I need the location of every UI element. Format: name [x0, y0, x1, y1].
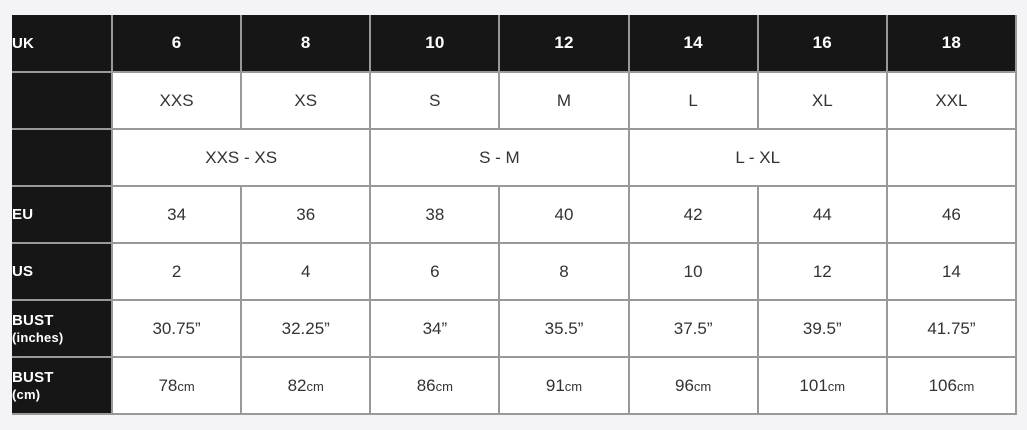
bust-cm-cell	[499, 357, 628, 414]
bust-inches-cell: 30.75”	[112, 300, 241, 357]
us-size-cell: 10	[629, 243, 758, 300]
bust-inches-cell: 37.5”	[629, 300, 758, 357]
us-size-cell: 2	[112, 243, 241, 300]
us-size-cell: 6	[370, 243, 499, 300]
size-range-cell: XXS - XS	[112, 129, 370, 186]
row-label-bust-cm	[12, 357, 112, 414]
bust-cm-value: 82	[287, 375, 307, 395]
row-label-eu: EU	[12, 186, 112, 243]
size-conversion-table	[12, 15, 1017, 415]
eu-size-cell: 34	[112, 186, 241, 243]
uk-size-cell: 18	[887, 15, 1016, 72]
bust-cm-cell	[241, 357, 370, 414]
bust-inches-cell: 34”	[370, 300, 499, 357]
bust-cm-cell	[629, 357, 758, 414]
intl-size-cell: XXL	[887, 72, 1016, 129]
bust-cm-unit: cm	[564, 378, 583, 394]
row-label-uk: UK	[12, 15, 112, 72]
bust-cm-unit: cm	[693, 378, 712, 394]
bust-cm-value: 91	[545, 375, 565, 395]
intl-size-cell: XS	[241, 72, 370, 129]
bust-cm-unit: cm	[177, 378, 195, 394]
bust-cm-value: 78	[158, 375, 178, 395]
bust-cm-cell	[887, 357, 1016, 414]
row-label-intl-range	[12, 129, 112, 186]
bust-inches-sublabel: (inches)	[12, 330, 64, 345]
bust-label: BUST	[12, 312, 54, 329]
bust-inches-cell: 39.5”	[758, 300, 887, 357]
row-label-bust-inches	[12, 300, 112, 357]
bust-cm-cell	[112, 357, 241, 414]
bust-cm-cell	[370, 357, 499, 414]
size-range-cell: S - M	[370, 129, 628, 186]
bust-cm-unit: cm	[306, 378, 324, 394]
uk-size-cell: 8	[241, 15, 370, 72]
bust-cm-cell	[758, 357, 887, 414]
eu-size-cell: 38	[370, 186, 499, 243]
size-range-cell: L - XL	[629, 129, 887, 186]
uk-size-cell: 12	[499, 15, 628, 72]
eu-size-cell: 44	[758, 186, 887, 243]
uk-size-cell: 6	[112, 15, 241, 72]
bust-inches-row	[12, 300, 1016, 357]
us-size-cell: 8	[499, 243, 628, 300]
intl-size-cell: XL	[758, 72, 887, 129]
us-size-row	[12, 243, 1016, 300]
intl-size-cell: L	[629, 72, 758, 129]
us-size-cell: 4	[241, 243, 370, 300]
uk-size-cell: 10	[370, 15, 499, 72]
size-range-cell-empty	[887, 129, 1016, 186]
intl-size-cell: XXS	[112, 72, 241, 129]
eu-size-cell: 46	[887, 186, 1016, 243]
row-label-us: US	[12, 243, 112, 300]
bust-cm-value: 101	[799, 375, 828, 395]
bust-label: BUST	[12, 369, 54, 386]
uk-size-cell: 16	[758, 15, 887, 72]
intl-size-cell: S	[370, 72, 499, 129]
bust-cm-value: 86	[416, 375, 436, 395]
bust-inches-cell: 41.75”	[887, 300, 1016, 357]
bust-cm-unit: cm	[827, 378, 846, 394]
us-size-cell: 14	[887, 243, 1016, 300]
us-size-cell: 12	[758, 243, 887, 300]
bust-cm-unit: cm	[435, 378, 453, 394]
bust-inches-cell: 35.5”	[499, 300, 628, 357]
bust-cm-value: 96	[675, 375, 694, 395]
bust-cm-sublabel: (cm)	[12, 387, 41, 402]
uk-size-row	[12, 15, 1016, 72]
eu-size-cell: 36	[241, 186, 370, 243]
row-label-intl	[12, 72, 112, 129]
bust-cm-value: 106	[928, 375, 957, 395]
eu-size-cell: 42	[629, 186, 758, 243]
intl-size-row	[12, 72, 1016, 129]
bust-inches-cell: 32.25”	[241, 300, 370, 357]
bust-cm-row	[12, 357, 1016, 414]
eu-size-cell: 40	[499, 186, 628, 243]
bust-cm-unit: cm	[956, 378, 975, 394]
uk-size-cell: 14	[629, 15, 758, 72]
intl-size-cell: M	[499, 72, 628, 129]
intl-range-row	[12, 129, 1016, 186]
eu-size-row	[12, 186, 1016, 243]
